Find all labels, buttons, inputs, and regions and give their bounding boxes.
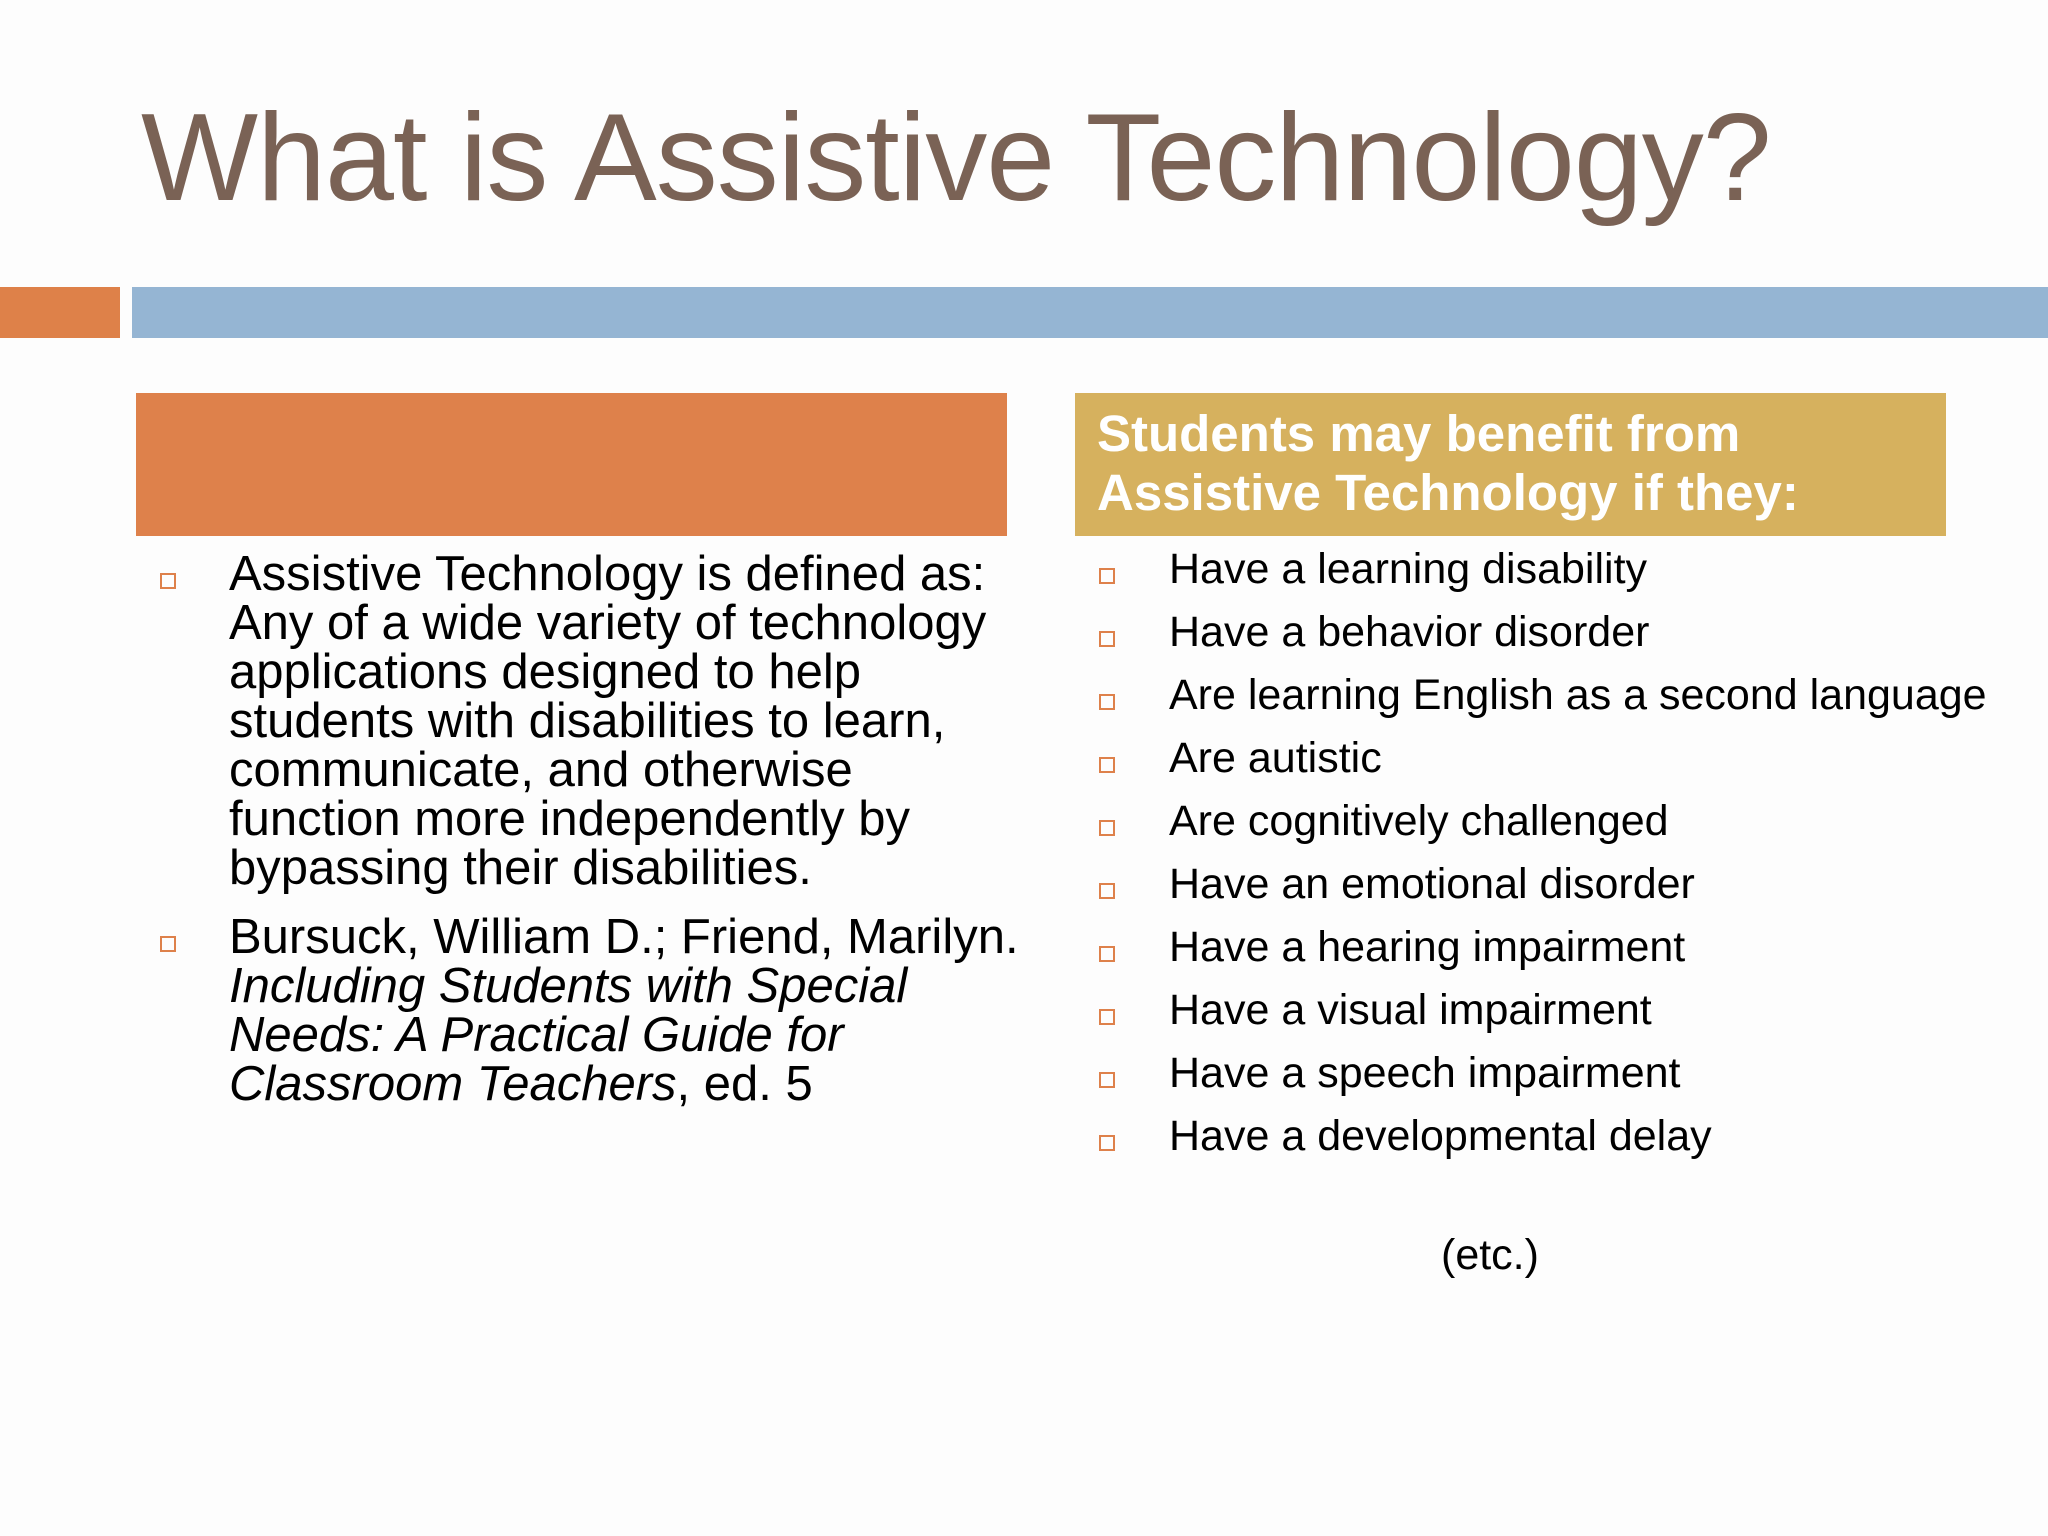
left-column-header: [136, 393, 1007, 536]
list-item: [1099, 860, 1999, 908]
square-bullet-icon: [1099, 1135, 1115, 1151]
list-item-text: Have a speech impairment: [1169, 1049, 1681, 1097]
list-item-text: Are cognitively challenged: [1169, 797, 1669, 845]
list-item-text: Have a developmental delay: [1169, 1112, 1712, 1160]
square-bullet-icon: [1099, 1072, 1115, 1088]
square-bullet-icon: [160, 573, 176, 589]
list-item: [1099, 986, 1999, 1034]
slide-title: What is Assistive Technology?: [141, 89, 1771, 227]
square-bullet-icon: [1099, 568, 1115, 584]
list-item: [1099, 734, 1999, 782]
square-bullet-icon: [1099, 757, 1115, 773]
right-column-list: [1099, 545, 1999, 1178]
left-column-list: [160, 547, 1020, 1129]
title-accent-bar-blue: [132, 287, 2048, 338]
square-bullet-icon: [1099, 631, 1115, 647]
list-item: [1099, 671, 1999, 719]
list-item-citation: [160, 910, 1020, 1111]
list-item: [1099, 1049, 1999, 1097]
right-column-header: [1075, 393, 1946, 536]
list-item: [1099, 797, 1999, 845]
list-item-text: Have a learning disability: [1169, 545, 1648, 593]
square-bullet-icon: [1099, 1009, 1115, 1025]
list-item-text: Have a behavior disorder: [1169, 608, 1650, 656]
list-item-text: Have a hearing impairment: [1169, 923, 1686, 971]
list-item-text: Are learning English as a second language: [1169, 671, 1987, 719]
right-column-header-text: Students may benefit from Assistive Technology if they:: [1097, 405, 1799, 521]
list-item: [1099, 608, 1999, 656]
square-bullet-icon: [1099, 946, 1115, 962]
definition-text: Assistive Technology is defined as: Any of a wide variety of technology applications designed to help students with disabilities to learn, communicate, and otherwise function more independently by bypassing their disabilities.: [229, 547, 987, 895]
square-bullet-icon: [160, 936, 176, 952]
list-item: [1099, 1112, 1999, 1160]
title-accent-bar-orange: [0, 287, 120, 338]
list-item-definition: [160, 547, 1020, 895]
citation-authors: Bursuck, William D.; Friend, Marilyn.: [229, 910, 1019, 964]
etc-note: (etc.): [1441, 1231, 1539, 1279]
citation-edition: , ed. 5: [676, 1057, 813, 1111]
list-item: [1099, 923, 1999, 971]
list-item: [1099, 545, 1999, 593]
square-bullet-icon: [1099, 820, 1115, 836]
list-item-text: Have a visual impairment: [1169, 986, 1652, 1034]
list-item-text: Are autistic: [1169, 734, 1382, 782]
citation-book-title: Including Students with Special Needs: A Practical Guide for Classroom Teachers: [229, 959, 908, 1111]
list-item-text: Have an emotional disorder: [1169, 860, 1695, 908]
square-bullet-icon: [1099, 883, 1115, 899]
square-bullet-icon: [1099, 694, 1115, 710]
